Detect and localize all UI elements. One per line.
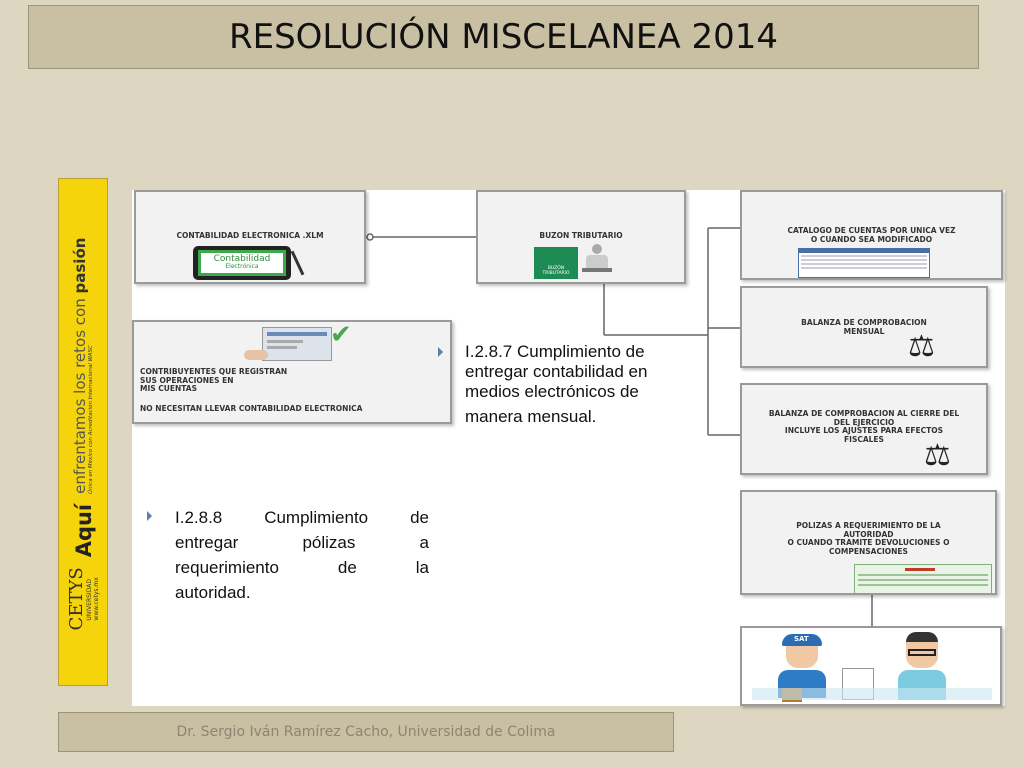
spreadsheet-image [798,248,930,278]
contribuyentes-box [132,320,452,424]
balanza-cierre-box [740,383,988,475]
polizas-line3: O CUANDO TRAMITE DEVOLUCIONES O [787,538,950,548]
slide-title: RESOLUCIÓN MISCELANEA 2014 [228,17,778,57]
contribuyentes-text [134,368,450,414]
title-bar [28,5,979,69]
hand-image [244,350,268,360]
mailbox-label: BUZÓN TRIBUTARIO [542,266,570,276]
sat-illustration-box [740,626,1002,706]
bullet-i287 [465,342,647,427]
polizas-line2: AUTORIDAD [843,529,894,539]
banner-slogan [73,238,95,494]
tablet-screen-text: Contabilidad [213,254,271,264]
polizas-label [742,522,995,557]
sat-badge: SAT [794,635,809,643]
contabilidad-label: CONTABILIDAD ELECTRONICA .XLM [176,231,324,240]
bullet-i288-line4: autoridad. [175,583,251,602]
bullet-i288-w6: a [419,533,429,552]
logo-text: CETYS [66,567,87,631]
tablet-image [193,246,291,280]
balanza-mensual-label [742,319,986,336]
logo-url: www.cetys.mx [93,577,100,621]
bullet-i288-w4: entregar [175,533,239,552]
banner-aqui: Aquí [72,503,96,558]
laptop-image [262,327,332,361]
logo-sub: UNIVERSIDAD [86,579,93,621]
stylus-icon [291,251,305,276]
ground-shadow [752,688,992,700]
footer-text: Dr. Sergio Iván Ramírez Cacho, Universidad de Colima [176,724,556,740]
banner-content [68,238,100,631]
slogan-prefix: enfrentamos los retos con [71,298,90,494]
polizas-line1: POLIZAS A REQUERIMIENTO DE LA [796,521,941,530]
tablet-screen-sub: Electrónica [225,263,259,270]
checkmark-icon: ✔ [330,320,352,350]
contribuyentes-line2: SUS OPERACIONES EN [140,375,234,385]
bullet-i288-w9: la [415,558,429,577]
policy-form-image [854,564,992,594]
diagram-panel [132,190,1005,706]
person-with-laptop-image [582,244,612,280]
polizas-box [740,490,997,595]
balanza-cierre-line2: DEL EJERCICIO [833,417,895,427]
slogan-small: Única en México con Acreditación Internacional WASC [87,345,94,494]
bullet-i287-line2: entregar contabilidad en [465,362,648,381]
catalogo-label [742,227,1001,244]
balanza-cierre-line4: FISCALES [844,434,884,444]
bullet-i287-line1: I.2.8.7 Cumplimiento de [465,342,645,361]
bullet-i288-w7: requerimiento [175,558,279,577]
scales-icon: ⚖ [924,438,951,473]
catalogo-line2: O CUANDO SEA MODIFICADO [810,234,933,244]
cetys-logo [68,567,100,630]
scales-icon: ⚖ [908,329,935,364]
bullet-i288-w2: Cumplimiento [264,508,369,527]
bullet-i288-w1: I.2.8.8 [175,508,223,527]
contribuyentes-line3: MIS CUENTAS [140,384,198,394]
balanza-mensual-box [740,286,988,368]
footer-bar [58,712,674,752]
bullet-i288-w3: de [410,508,429,527]
bullet-i288-w5: pólizas [302,533,356,552]
polizas-line4: COMPENSACIONES [829,546,908,556]
contribuyentes-line4: NO NECESITAN LLEVAR CONTABILIDAD ELECTRONICA [140,403,363,413]
contribuyentes-line1: CONTRIBUYENTES QUE REGISTRAN [140,367,288,376]
bullet-i287-line4: manera mensual. [465,407,597,426]
bullet-i287-line3: medios electrónicos de [465,382,639,401]
bullet-icon [147,511,152,521]
side-banner [58,178,108,686]
catalogo-cuentas-box [740,190,1003,280]
slogan-emphasis: pasión [71,237,90,294]
bullet-icon [438,347,443,357]
balanza-cierre-line3: INCLUYE LOS AJUSTES PARA EFECTOS [784,426,944,436]
bullet-i288-w8: de [337,558,357,577]
contabilidad-electronica-box [134,190,366,284]
buzon-tributario-box [476,190,686,284]
mailbox-image [534,247,578,279]
buzon-label: BUZON TRIBUTARIO [539,231,623,240]
balanza-mensual-line1: BALANZA DE COMPROBACION [801,318,927,327]
balanza-mensual-line2: MENSUAL [843,326,885,336]
bullet-i288 [175,505,429,605]
balanza-cierre-line1: BALANZA DE COMPROBACION AL CIERRE DEL [768,409,960,418]
catalogo-line1: CATALOGO DE CUENTAS POR UNICA VEZ [787,226,956,235]
